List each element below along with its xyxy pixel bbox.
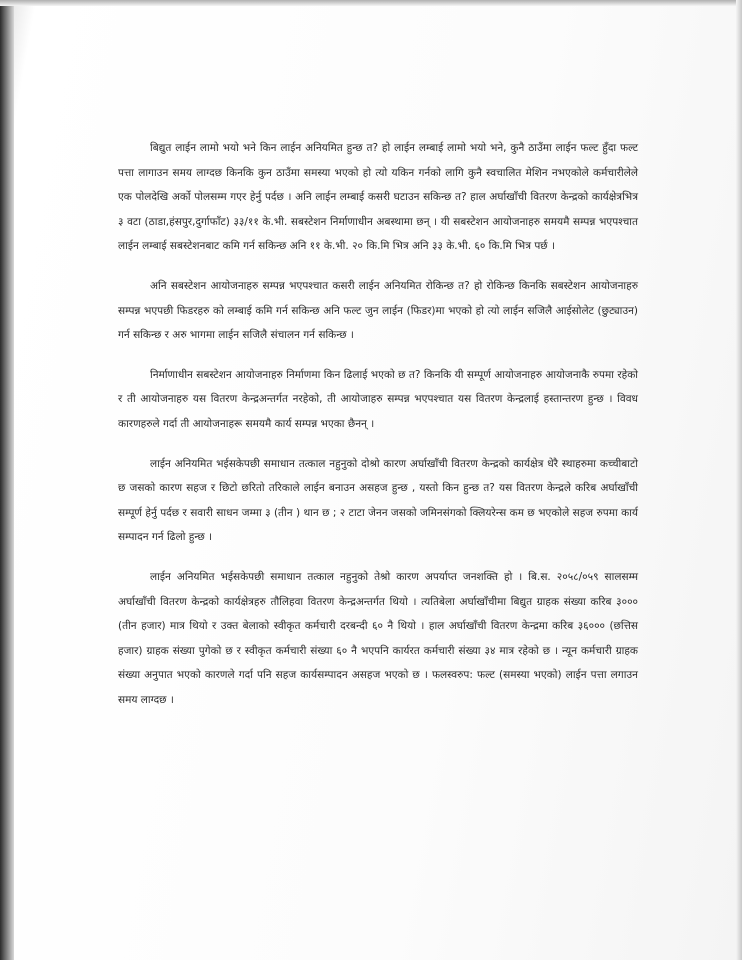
paragraph-substation-benefit: अनि सबस्टेशन आयोजनाहरु सम्पन्न भएपश्चात कसरी लाईन अनियमित रोकिन्छ त? हो रोकिन्छ किनकि सबस्टेशन आयोजनाहरु सम्पन्न भएपछी फिडरहरु को लम्बाई कमि गर्न सकिन्छ अनि फल्ट जुन लाईन (फिडर)मा भएको हो त्यो लाईन सजिलै आईसोलेट (छुट्याउन) गर्न सकिन्छ र अरु भागमा लाईन सजिलै संचालन गर्न सकिन्छ । [118, 279, 638, 342]
paragraph-manpower: लाईन अनियमित भईसकेपछी समाधान तत्काल नहुनुको तेश्रो कारण अपर्याप्त जनशक्ति हो । बि.स. २०५८/०५९ सालसम्म अर्घाखाँची वितरण केन्द्रको कार्यक्षेत्रहरु तौलिहवा वितरण केन्द्रअन्तर्गत थियो । त्यतिबेला अर्घाखाँचीमा बिद्युत ग्राहक संख्या करिब ३००० (तीन हजार) मात्र थियो र उक्त बेलाको स्वीकृत कर्मचारी दरबन्दी ६० नै थियो । हाल अर्घाखाँची वितरण केन्द्रमा करिब ३६००० (छत्तिस हजार) ग्राहक संख्या पुगेको छ र स्वीकृत कर्मचारी संख्या ६० नै भएपनि कार्यरत कर्मचारी संख्या ३४ मात्र रहेको छ । न्यून कर्मचारी ग्राहक संख्या अनुपात भएको कारणले गर्दा पनि सहज कार्यसम्पादन असहज भएको छ । फलस्वरुप: फल्ट (समस्या भएको) लाईन पत्ता लगाउन समय लाग्दछ । [118, 570, 638, 706]
page-top-edge [0, 0, 742, 6]
page-binding-shadow [0, 0, 14, 960]
paragraph-construction-delay: निर्माणाधीन सबस्टेशन आयोजनाहरु निर्माणमा किन ढिलाई भएको छ त? किनकि यी सम्पूर्ण आयोजनाहरु आयोजनाकै रुपमा रहेको र ती आयोजनाहरु यस वितरण केन्द्रअन्तर्गत नरहेको, ती आयोजाहरु सम्पन्न भएपश्चात यस वितरण केन्द्रलाई हस्तान्तरण हुन्छ । विवध कारणहरुले गर्दा ती आयोजनाहरू समयमै कार्य सम्पन्न भएका छैनन् । [118, 368, 638, 430]
paragraph-road-access: लाईन अनियमित भईसकेपछी समाधान तत्काल नहुनुको दोश्रो कारण अर्घाखाँची वितरण केन्द्रको कार्यक्षेत्र धेरै स्थाहरुमा कच्चीबाटो छ जसको कारण सहज र छिटो छरितो तरिकाले लाईन बनाउन असहज हुन्छ , यस्तो किन हुन्छ त? यस वितरण केन्द्रले करिब अर्घाखाँची सम्पूर्ण हेर्नु पर्दछ र सवारी साधन जम्मा ३ (तीन ) थान छ ; २ टाटा जेनन जसको जमिनसंगको क्लियरेन्स कम छ भएकोले सहज रुपमा कार्य सम्पादन गर्न ढिलो हुन्छ । [118, 457, 638, 544]
page-right-edge [736, 0, 742, 960]
document-body [118, 136, 638, 727]
paragraph-line-length: बिद्युत लाईन लामो भयो भने किन लाईन अनियमित हुन्छ त? हो लाईन लम्बाई लामो भयो भने, कुनै ठाउँमा लाईन फल्ट हुँदा फल्ट पत्ता लागाउन समय लाग्दछ किनकि कुन ठाउँमा समस्या भएको हो त्यो यकिन गर्नको लागि कुनै स्वचालित मेशिन नभएकोले कर्मचारीलेले एक पोलदेखि अर्को पोलसम्म गएर हेर्नु पर्दछ । अनि लाईन लम्बाई कसरी घटाउन सकिन्छ त? हाल अर्घाखाँची वितरण केन्द्रको कार्यक्षेत्रभित्र ३ वटा (ठाडा,हंसपुर,दुर्गाफाँट) ३३/११ के.भी. सबस्टेशन निर्माणाधीन अबस्थामा छन् । यी सबस्टेशन आयोजनाहरु समयमै सम्पन्न भएपश्चात लाईन लम्बाई सबस्टेशनबाट कमि गर्न सकिन्छ अनि ११ के.भी. २० कि.मि भित्र अनि ३३ के.भी. ६० कि.मि भित्र पर्छ । [118, 142, 638, 253]
